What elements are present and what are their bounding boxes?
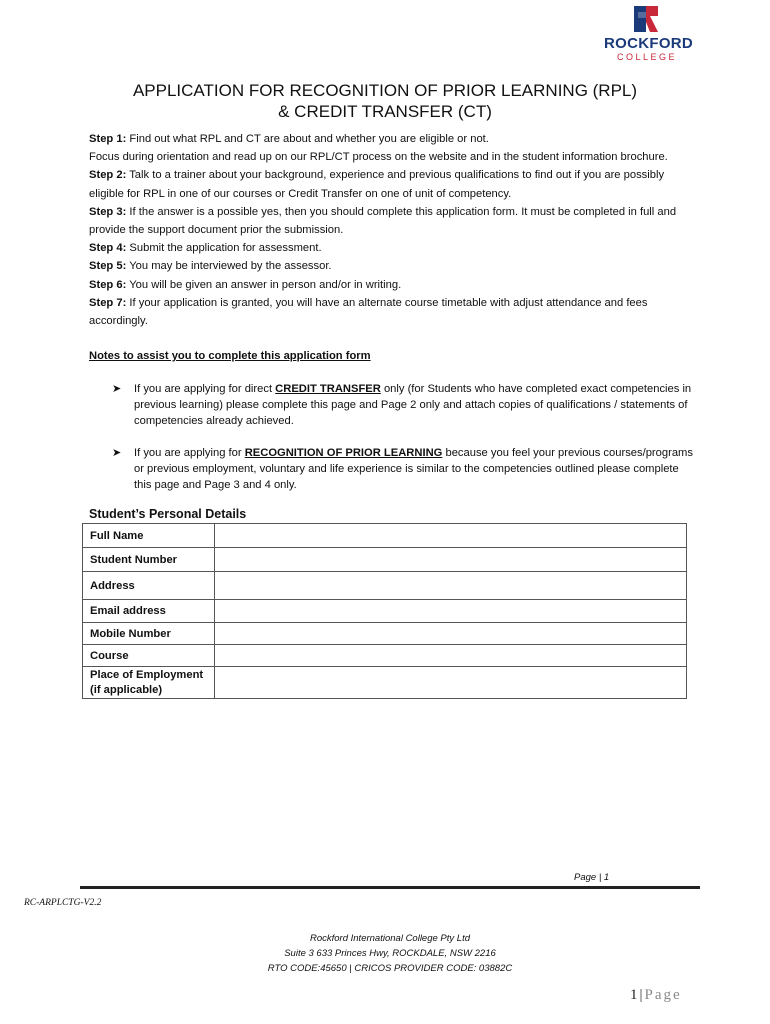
step-text: Talk to a trainer about your background, experience and previous qualifications to find out if you are possibly eligible for RPL in one of our courses or Credit Transfer on one of unit of competency. <box>89 169 665 200</box>
field-label: Full Name <box>83 524 215 548</box>
step-text: You may be interviewed by the assessor. <box>126 260 332 273</box>
logo-sub: COLLEGE <box>616 52 678 62</box>
field-label: Course <box>83 645 215 667</box>
title-line-1: APPLICATION FOR RECOGNITION OF PRIOR LEARNING (RPL) <box>132 81 638 100</box>
footer-line-3: RTO CODE:45650 | CRICOS PROVIDER CODE: 03882C <box>267 963 513 974</box>
title-line-2: & CREDIT TRANSFER (CT) <box>278 102 492 121</box>
page-indicator-small: Page | 1 <box>574 872 610 883</box>
rockford-logo-icon <box>632 4 660 34</box>
step-3 <box>89 203 694 239</box>
document-title <box>60 80 710 122</box>
step-label: Step 5: <box>89 260 127 273</box>
table-row <box>83 645 687 667</box>
step-text: Focus during orientation and read up on our RPL/CT process on the website and in the student information brochure. <box>89 151 668 164</box>
step-text: If your application is granted, you will have an alternate course timetable with adjust attendance and fees accordingly. <box>89 296 648 328</box>
footer-line-2: Suite 3 633 Princes Hwy, ROCKDALE, NSW 2216 <box>284 948 496 959</box>
college-logo <box>604 4 694 64</box>
table-row <box>83 548 687 572</box>
step-text: You will be given an answer in person and/or in writing. <box>126 278 402 291</box>
logo-name: ROCKFORD <box>604 35 694 52</box>
table-row <box>83 572 687 600</box>
table-row <box>83 600 687 623</box>
full-name-field[interactable] <box>215 524 687 548</box>
course-field[interactable] <box>215 645 687 667</box>
email-field[interactable] <box>215 600 687 623</box>
footer-divider <box>80 886 700 889</box>
document-code: RC-ARPLCTG-V2.2 <box>24 898 102 908</box>
page-number-value: 1 <box>630 987 638 1003</box>
step-label: Step 4: <box>89 242 127 255</box>
note-key: CREDIT TRANSFER <box>275 383 381 395</box>
step-1-note <box>89 148 694 166</box>
note-text <box>134 381 699 429</box>
step-1 <box>89 130 694 148</box>
note-post: only (for Students who have completed exact competencies in previous learning) please complete this page and Page 2 only and attach copies of qualifications / statements of competencies already achieved. <box>134 383 692 427</box>
step-text: Find out what RPL and CT are about and whether you are eligible or not. <box>126 133 489 145</box>
step-7 <box>89 294 694 330</box>
field-label: Place of Employment (if applicable) <box>83 667 215 699</box>
step-label: Step 3: <box>89 205 127 218</box>
table-row <box>83 623 687 645</box>
arrow-bullet-icon: ➤ <box>112 447 122 459</box>
table-row <box>83 524 687 548</box>
arrow-bullet-icon: ➤ <box>112 383 122 395</box>
field-label: Address <box>83 572 215 600</box>
field-label: Mobile Number <box>83 623 215 645</box>
step-label: Step 7: <box>89 296 127 309</box>
address-field[interactable] <box>215 572 687 600</box>
step-4 <box>89 239 694 257</box>
page-separator: | <box>639 987 643 1003</box>
footer-line-1: Rockford International College Pty Ltd <box>309 933 470 944</box>
personal-details-heading: Student’s Personal Details <box>89 507 247 521</box>
step-text: Submit the application for assessment. <box>126 242 322 255</box>
step-text: If the answer is a possible yes, then you should complete this application form. It must be completed in full and provide the support document prior the submission. <box>89 205 677 237</box>
note-pre: If you are applying for <box>134 447 245 459</box>
step-6 <box>89 276 694 294</box>
notes-heading: Notes to assist you to complete this application form <box>89 350 371 362</box>
step-2 <box>89 166 694 202</box>
field-label: Email address <box>83 600 215 623</box>
field-label: Student Number <box>83 548 215 572</box>
steps-list <box>89 130 694 330</box>
page-word: Page <box>644 987 682 1003</box>
step-label: Step 6: <box>89 278 127 291</box>
page-number <box>630 987 682 1004</box>
mobile-number-field[interactable] <box>215 623 687 645</box>
step-label: Step 1: <box>89 133 127 145</box>
student-number-field[interactable] <box>215 548 687 572</box>
step-5 <box>89 257 694 275</box>
step-label: Step 2: <box>89 169 127 182</box>
employment-field[interactable] <box>215 667 687 699</box>
table-row <box>83 667 687 699</box>
note-text <box>134 445 699 493</box>
note-post: because you feel your previous courses/programs or previous employment, voluntary and life experience is similar to the competencies outlined please complete this page and Page 3 and 4 only. <box>134 447 693 491</box>
personal-details-table <box>82 523 687 699</box>
note-pre: If you are applying for direct <box>134 383 276 395</box>
footer-address <box>190 931 590 976</box>
note-key: RECOGNITION OF PRIOR LEARNING <box>244 447 443 459</box>
